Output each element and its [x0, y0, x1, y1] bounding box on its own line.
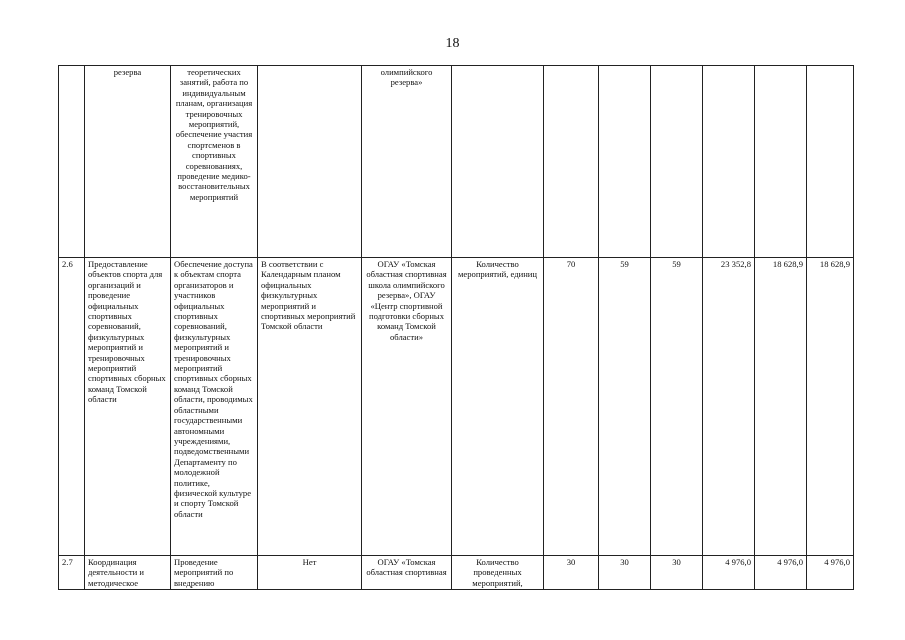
funding-value-3: 4 976,0	[807, 556, 854, 590]
activity-period: В соответствии с Календарным планом официальных физкультурных мероприятий и спортивных мероприятий Томской области	[258, 258, 362, 556]
funding-value-2: 4 976,0	[755, 556, 807, 590]
activity-executor: ОГАУ «Томская областная спортивная школа олимпийского резерва», ОГАУ «Центр спортивной подготовки сборных команд Томской области»	[362, 258, 452, 556]
table-row	[59, 258, 854, 556]
row-number: 2.7	[59, 556, 85, 590]
table-row	[59, 556, 854, 590]
indicator-value-3	[651, 66, 703, 258]
activity-name: резерва	[85, 66, 171, 258]
activity-action: Обеспечение доступа к объектам спорта организаторов и участников официальных спортивных соревнований, физкультурных мероприятий и тренировочных мероприятий спортивных сборных команд Томской области, проводимых областными государственными автономными учреждениями, подведомственными Департаменту по молодежной политике, физической культуре и спорту Томской области	[171, 258, 258, 556]
funding-value-3	[807, 66, 854, 258]
activity-period	[258, 66, 362, 258]
table-row	[59, 66, 854, 258]
indicator-value-2: 30	[599, 556, 651, 590]
activity-name: Предоставление объектов спорта для организаций и проведение официальных спортивных соревнований, физкультурных мероприятий и тренировочных мероприятий спортивных сборных команд Томской области	[85, 258, 171, 556]
indicator-value-1: 30	[544, 556, 599, 590]
funding-value-3: 18 628,9	[807, 258, 854, 556]
activity-action: Проведение мероприятий по внедрению	[171, 556, 258, 590]
activity-period: Нет	[258, 556, 362, 590]
row-number: 2.6	[59, 258, 85, 556]
indicator-value-2: 59	[599, 258, 651, 556]
page-number: 18	[445, 36, 460, 51]
funding-value-2: 18 628,9	[755, 258, 807, 556]
activity-indicator	[452, 66, 544, 258]
activity-executor: олимпийского резерва»	[362, 66, 452, 258]
indicator-value-3: 30	[651, 556, 703, 590]
funding-value-1: 4 976,0	[703, 556, 755, 590]
row-number	[59, 66, 85, 258]
activity-name: Координация деятельности и методическое	[85, 556, 171, 590]
indicator-value-2	[599, 66, 651, 258]
program-table	[58, 65, 854, 590]
funding-value-1	[703, 66, 755, 258]
indicator-value-1	[544, 66, 599, 258]
activity-executor: ОГАУ «Томская областная спортивная	[362, 556, 452, 590]
indicator-value-1: 70	[544, 258, 599, 556]
activity-action: теоретических занятий, работа по индивидуальным планам, организация тренировочных мероприятий, обеспечение участия спортсменов в спортивных соревнованиях, проведение медико-восстановительных мероприятий	[171, 66, 258, 258]
funding-value-2	[755, 66, 807, 258]
funding-value-1: 23 352,8	[703, 258, 755, 556]
activity-indicator: Количество мероприятий, единиц	[452, 258, 544, 556]
indicator-value-3: 59	[651, 258, 703, 556]
activity-indicator: Количество проведенных мероприятий,	[452, 556, 544, 590]
